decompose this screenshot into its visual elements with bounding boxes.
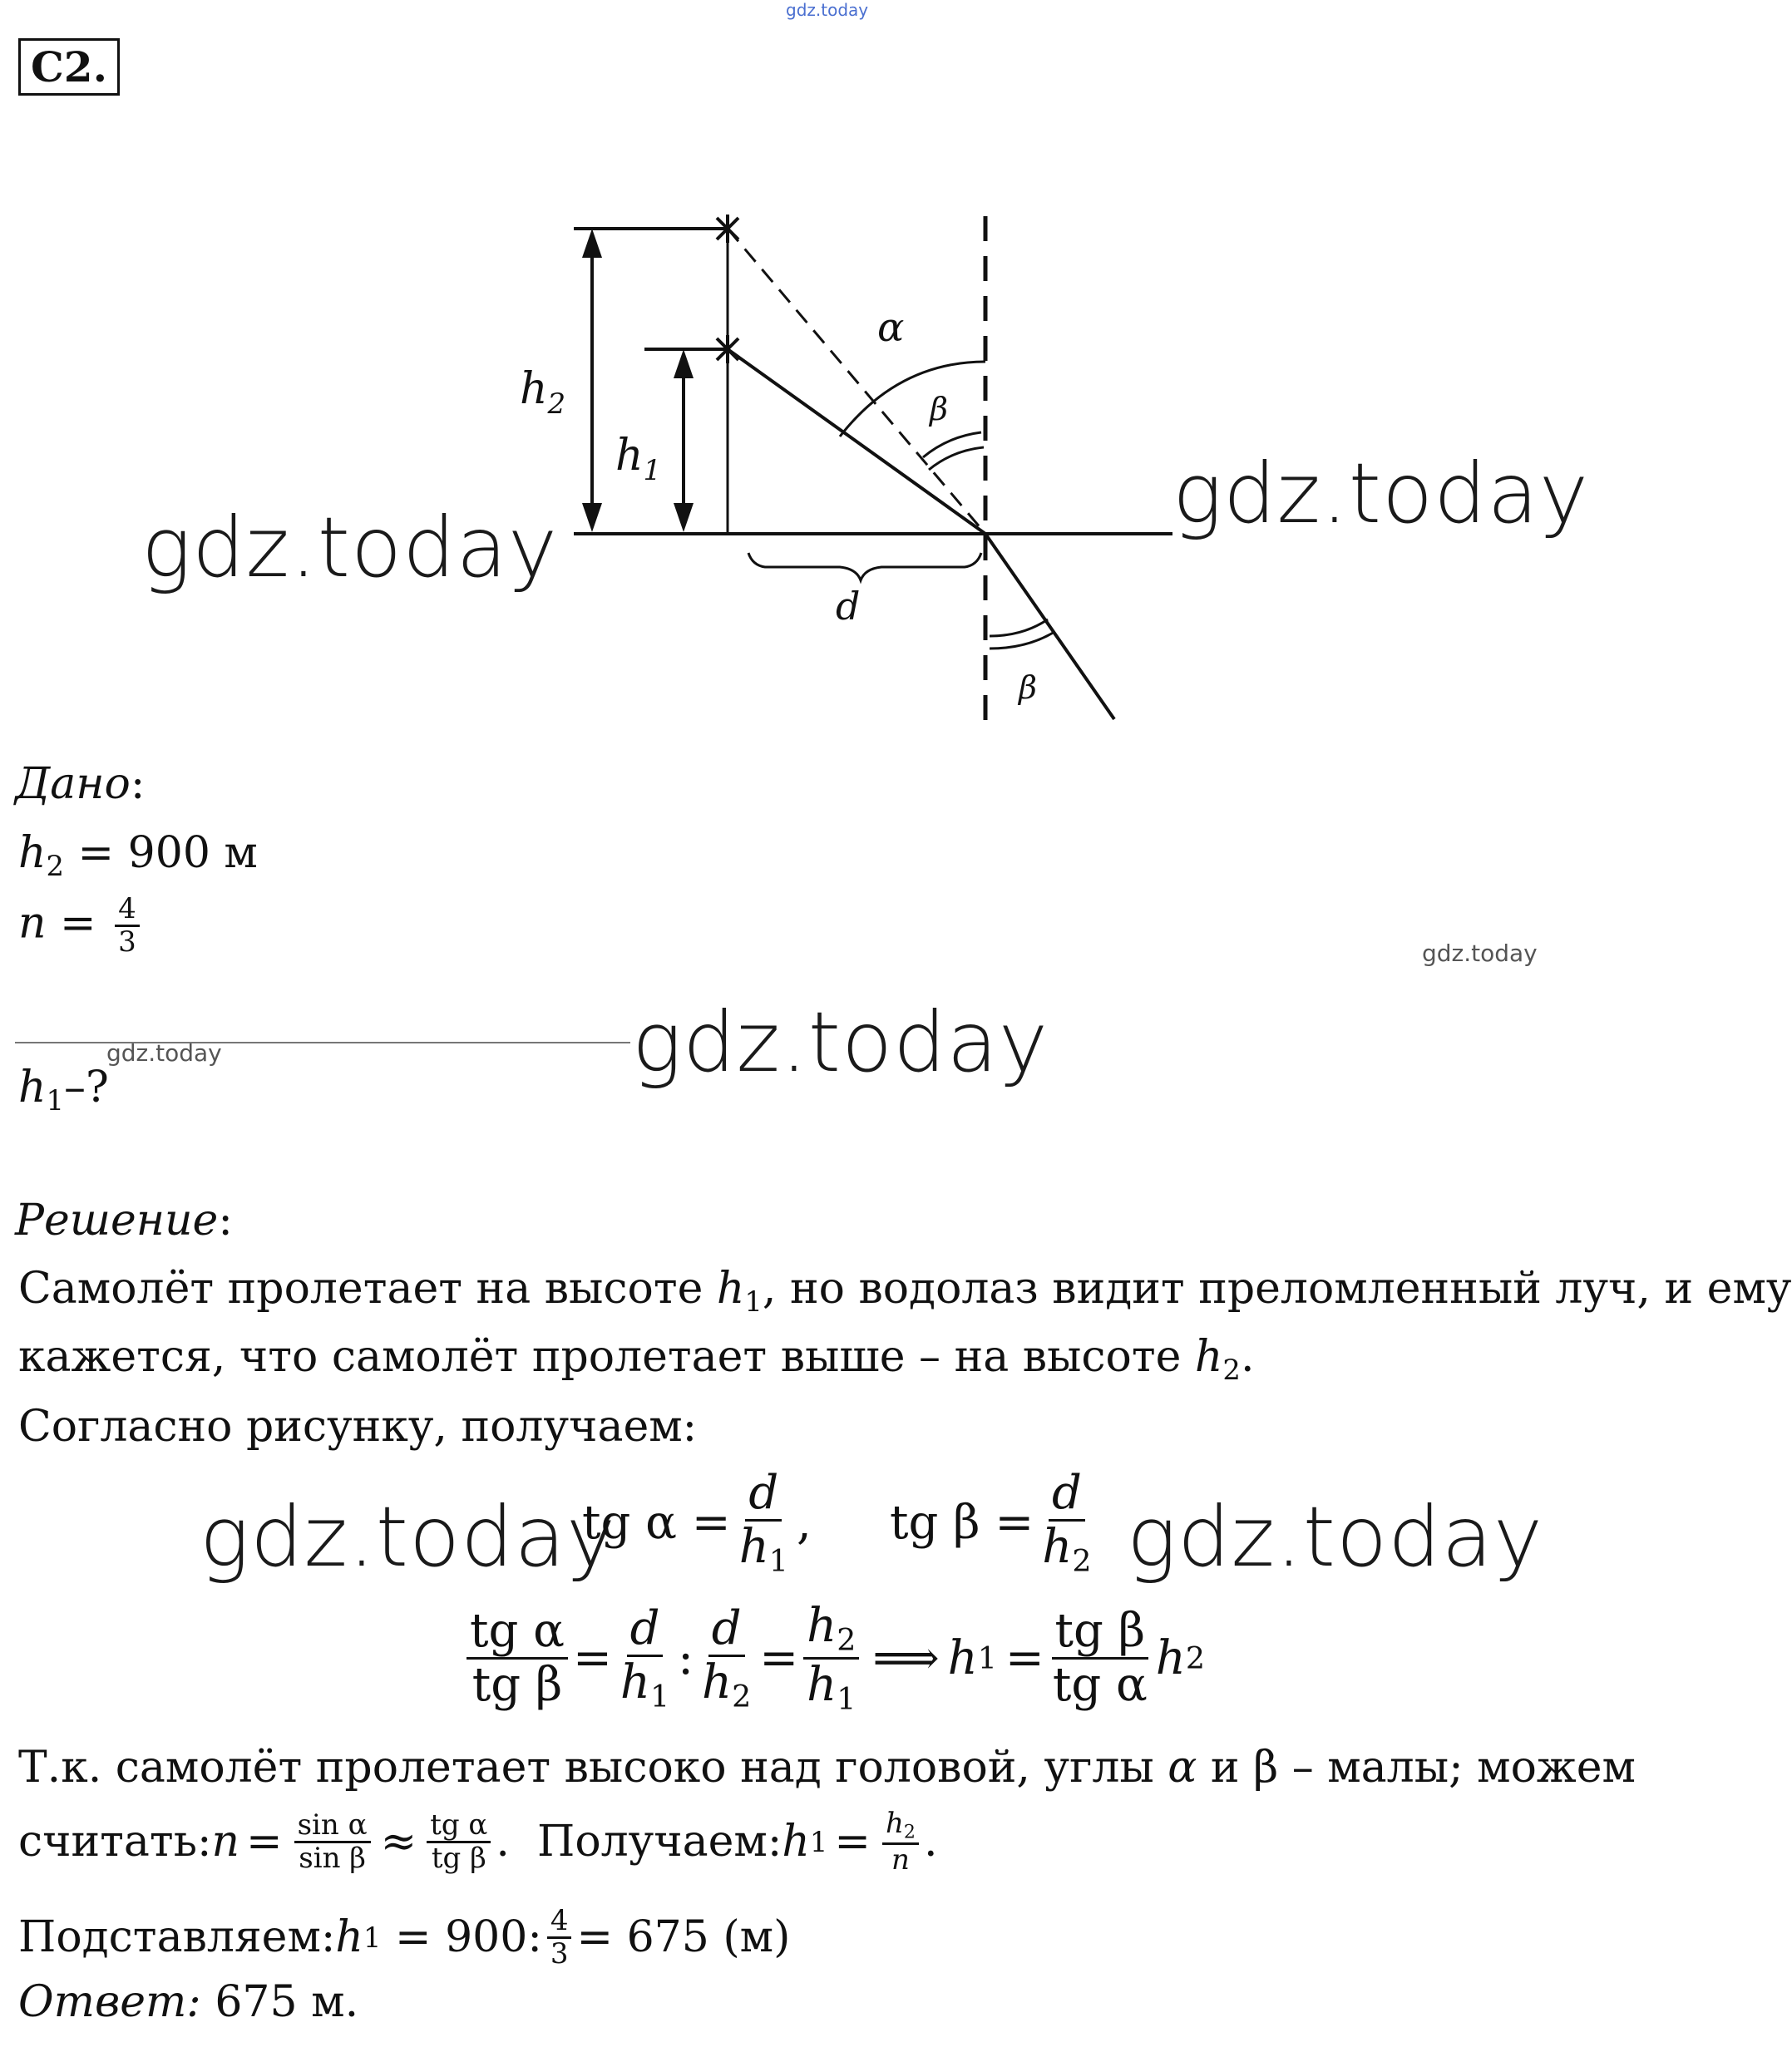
label-h1-sub: 1 <box>643 454 662 487</box>
n-denominator: 3 <box>118 925 136 959</box>
solution-line-3: Согласно рисунку, получаем: <box>18 1402 698 1452</box>
label-h2-sub: 2 <box>547 387 566 421</box>
watermark-given: gdz.today <box>632 994 1049 1091</box>
solution-heading: Решение: <box>15 1196 233 1245</box>
label-h2: h <box>520 364 548 414</box>
svg-text:h1 <box>615 431 661 487</box>
solution-line-2: кажется, что самолёт пролетает выше – на высоте $h_2$. <box>18 1332 1255 1387</box>
equation-tg-alpha: tg α = $\frac{d}{h_1}$ , <box>582 1466 812 1579</box>
label-d: d <box>836 584 861 629</box>
watermark-eq-left: gdz.today <box>200 1488 617 1586</box>
watermark-right-figure: gdz.today <box>1172 445 1590 542</box>
solution-line-1: Самолёт пролетает на высоте $h_1$, но водолаз видит преломленный луч, и ему <box>18 1264 1792 1319</box>
watermark-small-right: gdz.today <box>1422 940 1538 967</box>
solution-line-6: Подставляем: h 1 = 900: $\frac{4}{3}$ = 675 (м) <box>18 1904 791 1971</box>
watermark-left-figure: gdz.today <box>141 499 559 596</box>
equation-tg-beta: tg β = $\frac{d}{h_2}$ <box>890 1466 1092 1579</box>
given-heading: Дано: <box>15 759 146 809</box>
answer-line: Ответ: 675 м. <box>18 1977 359 2027</box>
watermark-eq-right: gdz.today <box>1127 1488 1544 1586</box>
label-beta: β <box>930 391 948 427</box>
equation-ratio: $\frac{\text{tg α}}{\text{tg β}}$ = $\frac{d}{h_1}$ : $\frac{d}{h_2}$ = $\frac{h_2}{h_1}$ ⟹ h 1 = $\frac{\text{tg β}}{\text{tg α}}$ h 2 <box>462 1601 1205 1716</box>
solution-line-5: считать: n = $\frac{\text{sin α}}{\text{sin β}}$ ≈ $\frac{\text{tg α}}{\text{tg β}}$ . Получаем: h 1 = $\frac{h_2}{n}$ . <box>18 1807 938 1877</box>
solution-line-4: Т.к. самолёт пролетает высоко над головой, углы α и β – малы; можем <box>18 1743 1636 1793</box>
given-n: n = $\frac{4}{3}$ <box>18 894 145 959</box>
watermark-small-left: gdz.today <box>106 1039 222 1067</box>
refraction-diagram <box>499 183 1181 740</box>
watermark-top: gdz.today <box>786 0 869 20</box>
given-h2: $h_2 = 900$ м <box>18 828 258 883</box>
svg-text:h2 <box>520 364 565 421</box>
n-numerator: 4 <box>115 894 140 927</box>
label-alpha: α <box>877 304 905 351</box>
find-h1: $h_1-$? <box>18 1063 109 1117</box>
label-beta-lower: β <box>1019 669 1037 706</box>
label-h1: h <box>615 431 644 481</box>
problem-label: С2. <box>18 38 120 96</box>
